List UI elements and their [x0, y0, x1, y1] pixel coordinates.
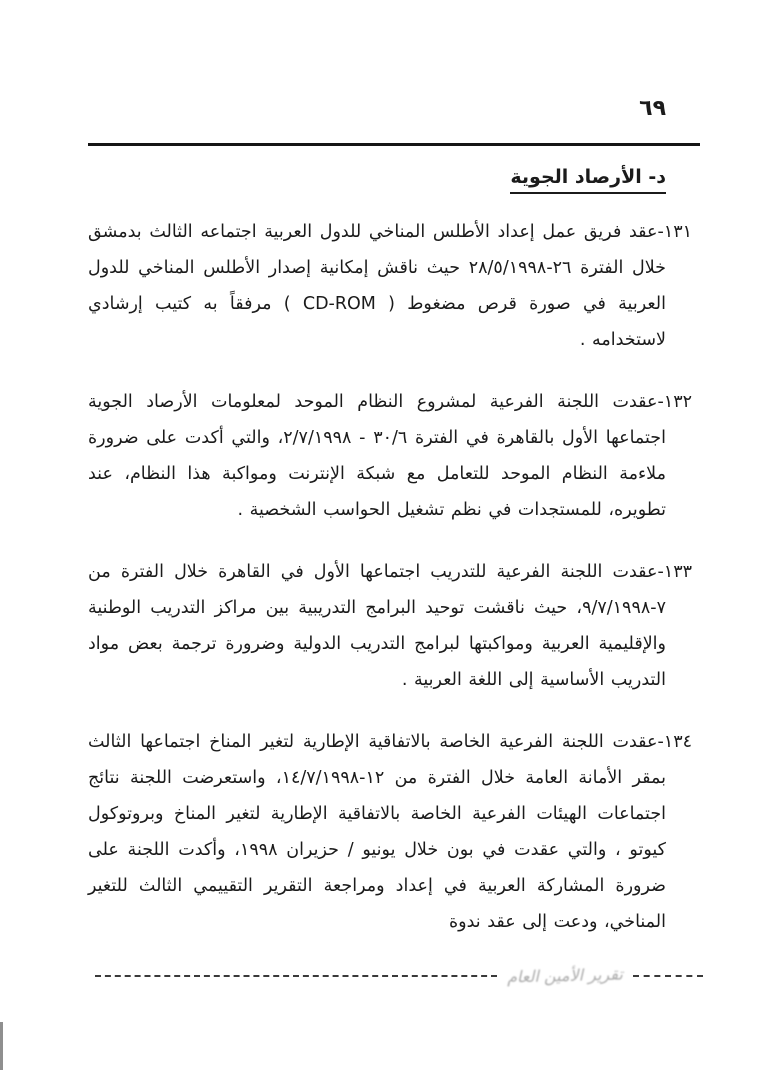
paragraph-131: ١٣١-عقد فريق عمل إعداد الأطلس المناخي للدول العربية اجتماعه الثالث بدمشق خلال الفترة ٢٦-٢٨/٥/١٩٩٨ حيث ناقش إمكانية إصدار الأطلس المناخي للدول العربية في صورة قرص مضغوط ( CD-ROM ) مرفقاً به كتيب إرشادي لاستخدامه .: [88, 222, 692, 350]
paragraph-132: ١٣٢-عقدت اللجنة الفرعية لمشروع النظام الموحد لمعلومات الأرصاد الجوية اجتماعها الأول بالقاهرة في الفترة ٣٠/٦ - ٢/٧/١٩٩٨، والتي أكدت على ضرورة ملاءمة النظام الموحد للتعامل مع شبكة الإنترنت ومواكبة هذا النظام، عند تطويره، للمستجدات في نظم تشغيل الحواسب الشخصية .: [88, 392, 692, 520]
scan-edge-artifact: [0, 1022, 3, 1070]
footer-dashed-line: [95, 975, 497, 977]
heading-row: [88, 166, 692, 214]
top-rule: [88, 143, 700, 146]
page-content: [88, 166, 692, 966]
paragraph-133: ١٣٣-عقدت اللجنة الفرعية للتدريب اجتماعها الأول في القاهرة خلال الفترة من ٧-٩/٧/١٩٩٨، حيث ناقشت توحيد البرامج التدريبية بين مراكز التدريب الوطنية والإقليمية العربية ومواكبتها لبرامج التدريب الدولية وضرورة ترجمة بعض مواد التدريب الأساسية إلى اللغة العربية .: [88, 562, 692, 690]
section-heading: د- الأرصاد الجوية: [510, 166, 666, 194]
page-footer: [95, 966, 703, 985]
paragraph-134: ١٣٤-عقدت اللجنة الفرعية الخاصة بالاتفاقية الإطارية لتغير المناخ اجتماعها الثالث بمقر الأمانة العامة خلال الفترة من ١٢-١٤/٧/١٩٩٨، واستعرضت اللجنة نتائج اجتماعات الهيئات الفرعية الخاصة بالاتفاقية الإطارية لتغير المناخ وبروتوكول كيوتو ، والتي عقدت في بون خلال يونيو / حزيران ١٩٩٨، وأكدت اللجنة على ضرورة المشاركة العربية في إعداد ومراجعة التقرير التقييمي الثالث للتغير المناخي، ودعت إلى عقد ندوة: [88, 732, 692, 932]
page-number: ٦٩: [639, 96, 666, 121]
footer-handwriting-stamp: تقرير الأمين العام: [506, 964, 624, 987]
footer-dashed-line-short: [633, 975, 703, 977]
